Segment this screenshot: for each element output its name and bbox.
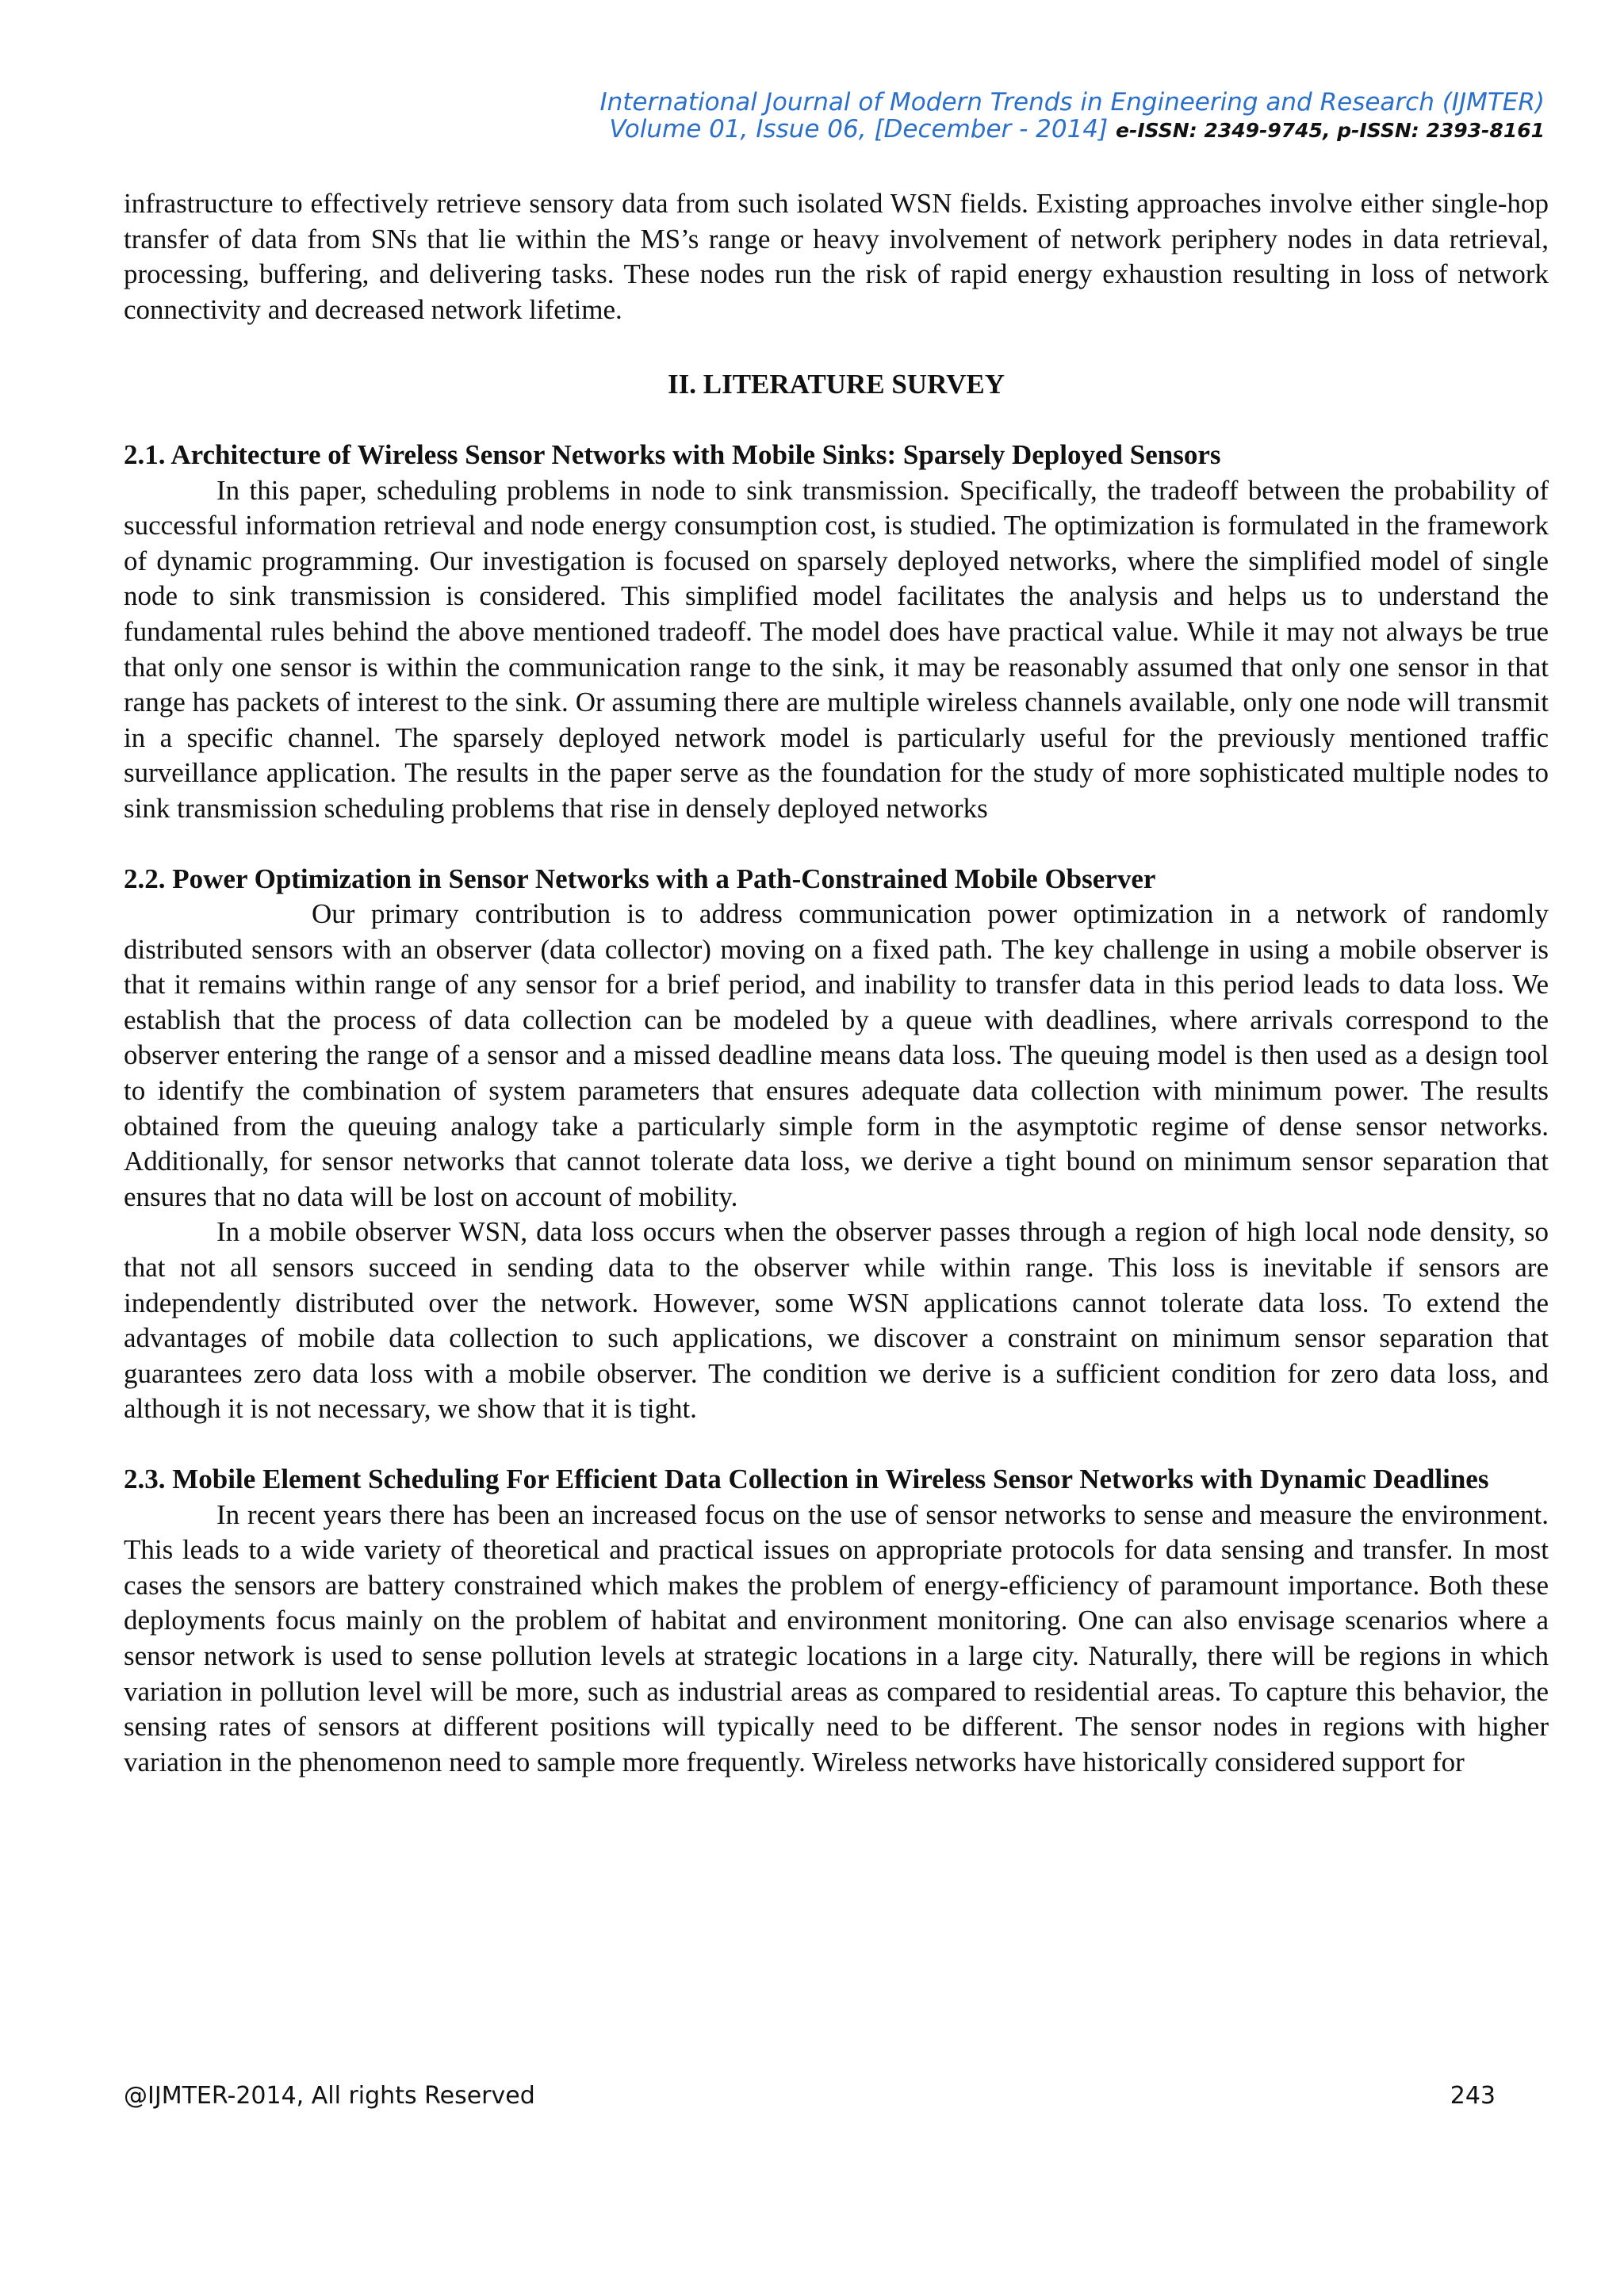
subsection-title-2-3: 2.3. Mobile Element Scheduling For Efficient Data Collection in Wireless Sensor Networks with Dynamic Deadlines: [124, 1464, 1489, 1494]
paragraph-2-2-b: In a mobile observer WSN, data loss occurs when the observer passes through a region of high local node density, so that not all sensors succeed in sending data to the observer while within range. This loss is inevitable if sensors are independently distributed over the network. However, some WSN applications cannot tolerate data loss. To extend the advantages of mobile data collection to such applications, we discover a constraint on minimum sensor separation that guarantees zero data loss with a mobile observer. The condition we derive is a sufficient condition for zero data loss, and although it is not necessary, we show that it is tight.: [124, 1216, 1549, 1425]
volume-info: Volume 01, Issue 06, [December - 2014]: [609, 115, 1109, 144]
journal-header: [599, 89, 1545, 144]
journal-title-line: International Journal of Modern Trends in Engineering and Research (IJMTER): [599, 88, 1545, 117]
subsection-title-2-1: 2.1. Architecture of Wireless Sensor Networks with Mobile Sinks: Sparsely Deployed Sensors: [124, 438, 1221, 470]
paragraph-2-2-a: Our primary contribution is to address communication power optimization in a network of randomly distributed sensors with an observer (data collector) moving on a fixed path. The key challenge in using a mobile observer is that it remains within range of any sensor for a brief period, and inability to transfer data in this period leads to data loss. We establish that the process of data collection can be modeled by a queue with deadlines, where arrivals correspond to the observer entering the range of a sensor and a missed deadline means data loss. The queuing model is then used as a design tool to identify the combination of system parameters that ensures adequate data collection with minimum power. The results obtained from the queuing analogy take a particularly simple form in the asymptotic regime of dense sensor networks. Additionally, for sensor networks that cannot tolerate data loss, we derive a tight bound on minimum sensor separation that ensures that no data will be lost on account of mobility.: [124, 898, 1549, 1212]
main-content: [124, 186, 1549, 1780]
copyright-notice: @IJMTER-2014, All rights Reserved: [124, 2082, 535, 2110]
paragraph-2-1-a: In this paper, scheduling problems in node to sink transmission. Specifically, the tradeoff between the probability of successful information retrieval and node energy consumption cost, is studied. The optimization is formulated in the framework of dynamic programming. Our investigation is focused on sparsely deployed networks, where the simplified model of single node to sink transmission is considered. This simplified model facilitates the analysis and helps us to understand the fundamental rules behind the above mentioned tradeoff. The model does have practical value. While it may not always be true that only one sensor is within the communication range to the sink, it may be reasonably assumed that only one sensor in that range has packets of interest to the sink. Or assuming there are multiple wireless channels available, only one node will transmit in a specific channel. The sparsely deployed network model is particularly useful for the previously mentioned traffic surveillance application. The results in the paper serve as the foundation for the study of more sophisticated multiple nodes to sink transmission scheduling problems that rise in densely deployed networks: [124, 474, 1549, 824]
section-title: II. LITERATURE SURVEY: [667, 369, 1005, 400]
issn-info: e-ISSN: 2349-9745, p-ISSN: 2393-8161: [1116, 119, 1545, 142]
subsection-title-2-2: 2.2. Power Optimization in Sensor Networks with a Path-Constrained Mobile Observer: [124, 863, 1156, 894]
intro-paragraph: infrastructure to effectively retrieve sensory data from such isolated WSN fields. Existing approaches involve either single-hop transfer of data from SNs that lie within the MS’s range or heavy involvement of network periphery nodes in data retrieval, processing, buffering, and delivering tasks. These nodes run the risk of rapid energy exhaustion resulting in loss of network connectivity and decreased network lifetime.: [124, 188, 1549, 325]
journal-volume-line: [599, 116, 1545, 144]
page-number: 243: [1450, 2082, 1496, 2110]
paragraph-2-3-a: In recent years there has been an increased focus on the use of sensor networks to sense and measure the environment. This leads to a wide variety of theoretical and practical issues on appropriate protocols for data sensing and transfer. In most cases the sensors are battery constrained which makes the problem of energy-efficiency of paramount importance. Both these deployments focus mainly on the problem of habitat and environment monitoring. One can also envisage scenarios where a sensor network is used to sense pollution levels at strategic locations in a large city. Naturally, there will be regions in which variation in pollution level will be more, such as industrial areas as compared to residential areas. To capture this behavior, the sensing rates of sensors at different positions will typically need to be different. The sensor nodes in regions with higher variation in the phenomenon need to sample more frequently. Wireless networks have historically considered support for: [124, 1498, 1549, 1777]
